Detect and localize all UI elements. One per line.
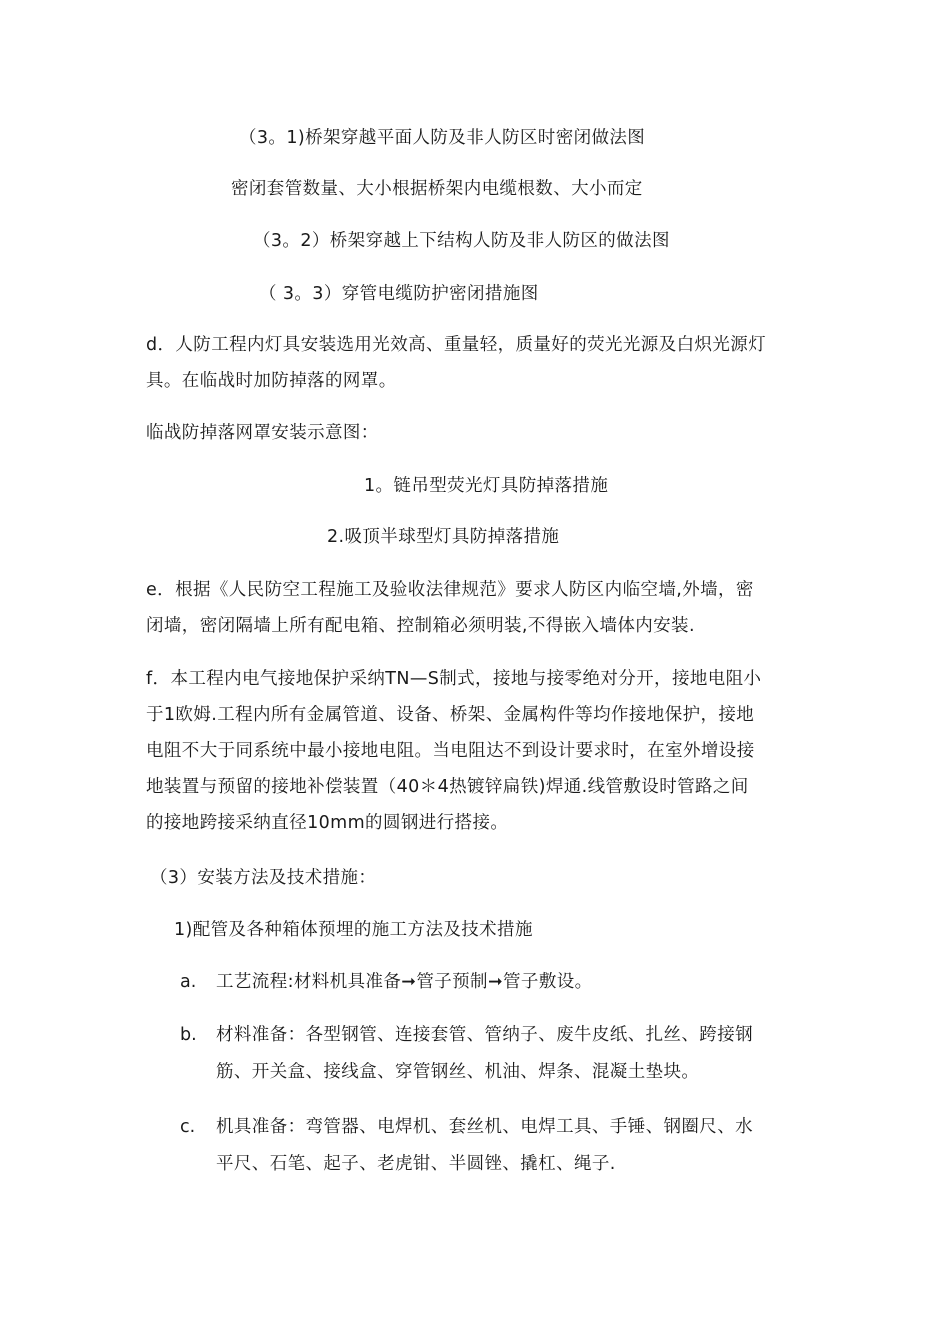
- figure-note: 密闭套管数量、大小根据桥架内电缆根数、大小而定: [231, 179, 643, 199]
- list-marker: c.: [180, 1117, 196, 1137]
- paragraph-f-line-3: 电阻不大于同系统中最小接地电阻。当电阻达不到设计要求时，在室外增设接: [146, 741, 755, 761]
- paragraph-f-line-4: 地装置与预留的接地补偿装置（40＊4热镀锌扁铁)焊通.线管敷设时管路之间: [146, 777, 749, 797]
- subsection-heading-1: 1)配管及各种箱体预埋的施工方法及技术措施: [174, 920, 533, 940]
- list-item-text: 平尺、石笔、起子、老虎钳、半圆锉、撬杠、绳子.: [216, 1154, 616, 1174]
- figure-caption-3-3: （ 3。3）穿管电缆防护密闭措施图: [259, 284, 539, 304]
- paragraph-f-line-2: 于1欧姆.工程内所有金属管道、设备、桥架、金属构件等均作接地保护，接地: [146, 705, 755, 725]
- paragraph-e-line-2: 闭墙，密闭隔墙上所有配电箱、控制箱必须明装,不得嵌入墙体内安装.: [146, 616, 695, 636]
- net-item-1: 1。链吊型荧光灯具防掉落措施: [364, 476, 609, 496]
- paragraph-f-line-1: f．本工程内电气接地保护采纳TN—S制式，接地与接零绝对分开，接地电阻小: [146, 669, 762, 689]
- list-item-text: 筋、开关盒、接线盒、穿管钢丝、机油、焊条、混凝土垫块。: [216, 1062, 700, 1082]
- list-item-text: 机具准备：弯管器、电焊机、套丝机、电焊工具、手锤、钢圈尺、水: [216, 1117, 753, 1137]
- list-marker: b.: [180, 1025, 197, 1045]
- list-item-text: 材料准备：各型钢管、连接套管、管纳子、废牛皮纸、扎丝、跨接钢: [216, 1025, 753, 1045]
- paragraph-e-line-1: e．根据《人民防空工程施工及验收法律规范》要求人防区内临空墙,外墙，密: [146, 580, 754, 600]
- net-install-heading: 临战防掉落网罩安装示意图：: [146, 423, 379, 443]
- paragraph-d-line-2: 具。在临战时加防掉落的网罩。: [146, 371, 397, 391]
- paragraph-d-line-1: d．人防工程内灯具安装选用光效高、重量轻，质量好的荧光光源及白炽光源灯: [146, 335, 767, 355]
- section-heading-3: （3）安装方法及技术措施：: [150, 868, 377, 888]
- figure-caption-3-2: （3。2）桥架穿越上下结构人防及非人防区的做法图: [253, 231, 670, 251]
- list-marker: a.: [180, 972, 197, 992]
- figure-caption-3-1: （3。1)桥架穿越平面人防及非人防区时密闭做法图: [239, 128, 646, 148]
- list-item-text: 工艺流程:材料机具准备➞管子预制➞管子敷设。: [216, 972, 593, 992]
- paragraph-f-line-5: 的接地跨接采纳直径10mm的圆钢进行搭接。: [146, 813, 509, 833]
- net-item-2: 2.吸顶半球型灯具防掉落措施: [327, 527, 560, 547]
